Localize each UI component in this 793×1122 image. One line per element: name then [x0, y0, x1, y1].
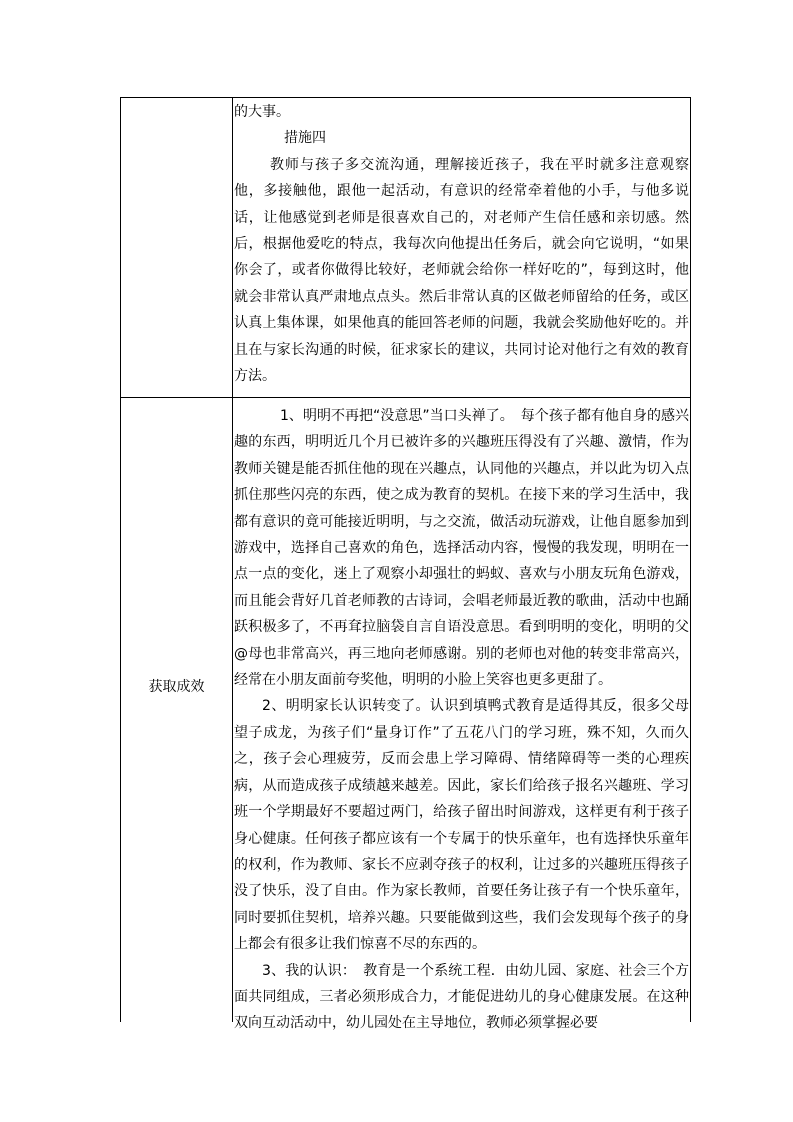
table-left-border	[120, 97, 121, 1022]
column-divider	[232, 97, 233, 1022]
result-paragraph-3: 3、我的认识： 教育是一个系统工程．由幼儿园、家庭、社会三个方面共同组成，三者必须形成合力，才能促进幼儿的身心健康发展。在这种双向互动活动中，幼儿园处在主导地位，教师必须掌握必要	[234, 962, 689, 1032]
results-cell	[234, 403, 689, 1037]
result-paragraph-2: 2、明明家长认识转变了。认识到填鸭式教育是适得其反，很多父母望子成龙，为孩子们“量身订作”了五花八门的学习班，殊不知，久而久之，孩子会心理疲劳，反而会患上学习障碍、情绪障碍等一类的心理疾病，从而造成孩子成绩越来越差。因此，家长们给孩子报名兴趣班、学习班一个学期最好不要超过两门，给孩子留出时间游戏，这样更有利于孩子身心健康。任何孩子都应该有一个专属于的快乐童年，也有选择快乐童年的权利，作为教师、家长不应剥夺孩子的权利，让过多的兴趣班压得孩子没了快乐，没了自由。作为家长教师，首要任务让孩子有一个快乐童年，同时要抓住契机，培养兴趣。只要能做到这些，我们会发现每个孩子的身上都会有很多让我们惊喜不尽的东西的。	[234, 698, 689, 953]
results-label: 获取成效	[148, 679, 205, 695]
row-divider	[120, 397, 691, 398]
continuation-text: 的大事。	[234, 104, 290, 120]
table-top-border	[120, 97, 691, 98]
result-paragraph-1: 1、明明不再把“没意思”当口头禅了。 每个孩子都有他自身的感兴趣的东西，明明近几个月已被许多的兴趣班压得没有了兴趣、激情，作为教师关键是能否抓住他的现在兴趣点，认同他的兴趣点，并以此为切入点抓住那些闪亮的东西，使之成为教育的契机。在接下来的学习生活中，我都有意识的竟可能接近明明，与之交流，做活动玩游戏，让他自愿参加到游戏中，选择自己喜欢的角色，选择活动内容，慢慢的我发现，明明在一点一点的变化，迷上了观察小却强壮的蚂蚁、喜欢与小朋友玩角色游戏，而且能会背好几首老师教的古诗词，会唱老师最近教的歌曲，活动中也踊跃积极多了，不再耷拉脑袋自言自语没意思。看到明明的变化，明明的父@母也非常高兴，再三地向老师感谢。别的老师也对他的转变非常高兴，经常在小朋友面前夸奖他，明明的小脸上笑容也更多更甜了。	[234, 408, 689, 689]
measure-cell	[234, 99, 689, 389]
table-right-border	[690, 97, 691, 1022]
measure-heading: 措施四	[284, 130, 326, 147]
measure-paragraph: 教师与孩子多交流沟通，理解接近孩子，我在平时就多注意观察他，多接触他，跟他一起活动，有意识的经常牵着他的小手，与他多说话，让他感觉到老师是很喜欢自己的，对老师产生信任感和亲切感。然后，根据他爱吃的特点，我每次向他提出任务后，就会向它说明，“如果你会了，或者你做得比较好，老师就会给你一样好吃的”，每到这时，他就会非常认真严肃地点点头。然后非常认真的区做老师留给的任务，或区认真上集体课，如果他真的能回答老师的问题，我就会奖励他好吃的。并且在与家长沟通的时候，征求家长的建议，共同讨论对他行之有效的教育方法。	[234, 156, 689, 385]
